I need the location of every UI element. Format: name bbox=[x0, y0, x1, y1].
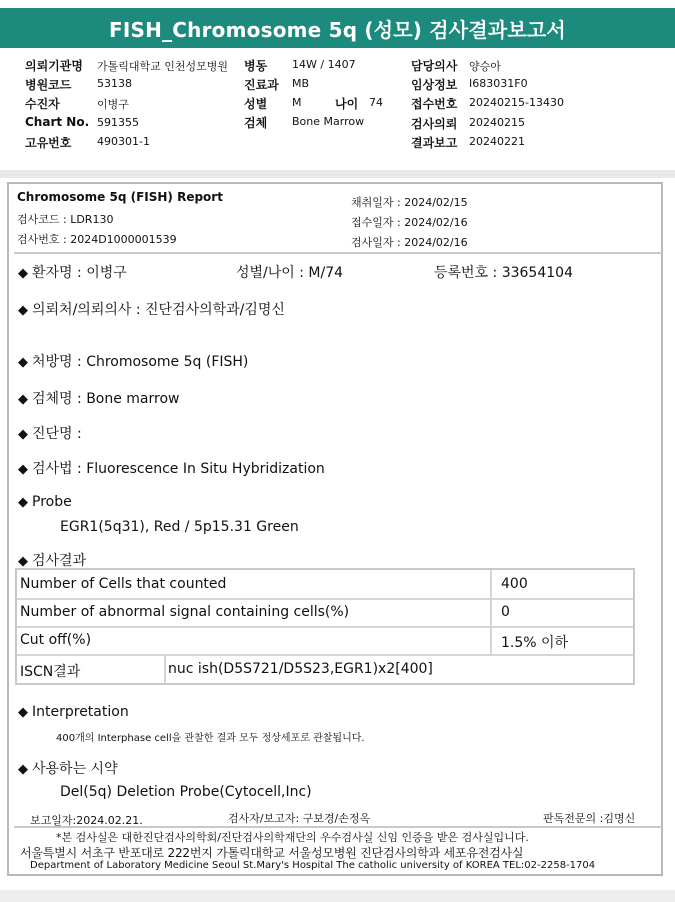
diagnosis-line bbox=[18, 423, 82, 443]
unique-no-value: 490301-1 bbox=[97, 135, 150, 148]
diamond-bullet-icon: ◆ bbox=[18, 462, 28, 477]
table-cell: ISCN결과 bbox=[20, 664, 81, 680]
department-label: 진료과 bbox=[244, 78, 279, 92]
probe-label-text: Probe bbox=[32, 494, 72, 510]
clinical-info-value: I683031F0 bbox=[469, 77, 528, 90]
ward-label: 병동 bbox=[244, 59, 268, 73]
diamond-bullet-icon: ◆ bbox=[18, 266, 28, 281]
table-cell: 0 bbox=[501, 604, 510, 620]
table-cell: 400 bbox=[501, 576, 528, 592]
table-cell: Number of abnormal signal containing cells(%) bbox=[20, 604, 350, 620]
result-label bbox=[18, 550, 86, 570]
table-cell: nuc ish(D5S721/D5S23,EGR1)x2[400] bbox=[168, 661, 433, 677]
sex-label: 성별 bbox=[244, 97, 268, 111]
table-col-divider bbox=[490, 570, 492, 654]
referral-line bbox=[18, 299, 285, 319]
table-cell: 1.5% 이하 bbox=[501, 635, 569, 651]
tester-line: 검사자/보고자: 구보경/손정옥 bbox=[228, 812, 371, 825]
result-report-label: 결과보고 bbox=[411, 136, 458, 150]
receipt-no-value: 20240215-13430 bbox=[469, 96, 564, 109]
requesting-institution-value: 가톨릭대학교 인천성모병원 bbox=[97, 60, 229, 73]
interpretation-label bbox=[18, 704, 129, 720]
diamond-bullet-icon: ◆ bbox=[18, 554, 28, 569]
table-row-divider bbox=[17, 654, 633, 656]
receipt-no-label: 접수번호 bbox=[411, 97, 458, 111]
table-cell: Cut off(%) bbox=[20, 632, 92, 648]
method-line bbox=[18, 458, 325, 478]
diamond-bullet-icon: ◆ bbox=[18, 762, 28, 777]
header-separator bbox=[0, 170, 675, 178]
report-heading: Chromosome 5q (FISH) Report bbox=[17, 190, 223, 204]
diamond-bullet-icon: ◆ bbox=[18, 392, 28, 407]
test-request-value: 20240215 bbox=[469, 116, 525, 129]
department-value: MB bbox=[292, 77, 310, 90]
requesting-institution-label: 의뢰기관명 bbox=[25, 59, 83, 73]
specialist-line: 판독전문의 :김명신 bbox=[543, 812, 636, 825]
diamond-bullet-icon: ◆ bbox=[18, 355, 28, 370]
test-code: 검사코드 : LDR130 bbox=[17, 213, 114, 226]
method-text: 검사법 : Fluorescence In Situ Hybridization bbox=[32, 461, 325, 477]
patient-label: 수진자 bbox=[25, 97, 60, 111]
certification-note: *본 검사실은 대한진단검사의학회/진단검사의학재단의 우수검사실 신임 인증을 받은 검사실입니다. bbox=[56, 831, 529, 844]
result-report-value: 20240221 bbox=[469, 135, 525, 148]
lab-address: 서울특별시 서초구 반포대로 222번지 가톨릭대학교 서울성모병원 진단검사의학과 세포유전검사실 bbox=[20, 846, 524, 860]
sex-value: M bbox=[292, 96, 302, 109]
report-divider bbox=[14, 252, 662, 254]
interpretation-text: 400개의 Interphase cell을 관찰한 결과 모두 정상세포로 관찰됩니다. bbox=[56, 733, 365, 744]
chart-no-label: Chart No. bbox=[25, 115, 90, 129]
header-info bbox=[0, 48, 675, 172]
table-row-divider bbox=[17, 626, 633, 628]
patient-line bbox=[18, 262, 127, 282]
interpretation-label-text: Interpretation bbox=[32, 704, 129, 720]
ward-value: 14W / 1407 bbox=[292, 58, 356, 71]
referral-text: 의뢰처/의뢰의사 : 진단검사의학과/김명신 bbox=[32, 302, 285, 318]
table-row-divider bbox=[17, 598, 633, 600]
diamond-bullet-icon: ◆ bbox=[18, 303, 28, 318]
chart-no-value: 591355 bbox=[97, 116, 139, 129]
specimen-label: 검체 bbox=[244, 116, 268, 130]
specimen-line bbox=[18, 388, 180, 408]
patient-value: 이병구 bbox=[97, 98, 129, 111]
diagnosis-text: 진단명 : bbox=[32, 426, 82, 442]
doctor-value: 양승아 bbox=[469, 60, 501, 73]
reagent-label bbox=[18, 758, 118, 778]
probe-label bbox=[18, 494, 72, 510]
result-label-text: 검사결과 bbox=[32, 553, 87, 569]
receipt-date: 접수일자 : 2024/02/16 bbox=[351, 216, 468, 229]
footer-bar bbox=[0, 890, 675, 902]
diamond-bullet-icon: ◆ bbox=[18, 427, 28, 442]
result-table bbox=[15, 568, 635, 685]
report-title: FISH_Chromosome 5q (성모) 검사결과보고서 bbox=[0, 8, 675, 48]
patient-line-text: 환자명 : 이병구 bbox=[32, 265, 127, 281]
registration-line: 등록번호 : 33654104 bbox=[434, 265, 573, 281]
test-request-label: 검사의뢰 bbox=[411, 117, 458, 131]
diamond-bullet-icon: ◆ bbox=[18, 705, 28, 720]
hospital-code-label: 병원코드 bbox=[25, 78, 72, 92]
specimen-value: Bone Marrow bbox=[292, 115, 365, 128]
doctor-label: 담당의사 bbox=[411, 59, 458, 73]
table-col-divider bbox=[164, 654, 166, 683]
test-date: 검사일자 : 2024/02/16 bbox=[351, 236, 468, 249]
diamond-bullet-icon: ◆ bbox=[18, 495, 28, 510]
prescription-line bbox=[18, 351, 248, 371]
report-date: 보고일자:2024.02.21. bbox=[30, 814, 143, 827]
hospital-code-value: 53138 bbox=[97, 77, 132, 90]
reagent-value: Del(5q) Deletion Probe(Cytocell,Inc) bbox=[60, 784, 312, 800]
unique-no-label: 고유번호 bbox=[25, 136, 72, 150]
probe-value: EGR1(5q31), Red / 5p15.31 Green bbox=[60, 519, 299, 535]
clinical-info-label: 임상정보 bbox=[411, 78, 458, 92]
table-cell: Number of Cells that counted bbox=[20, 576, 227, 592]
footer-divider bbox=[14, 826, 662, 828]
test-number: 검사번호 : 2024D1000001539 bbox=[17, 233, 177, 246]
sex-age-line: 성별/나이 : M/74 bbox=[236, 265, 344, 281]
age-value: 74 bbox=[369, 96, 383, 109]
prescription-text: 처방명 : Chromosome 5q (FISH) bbox=[32, 354, 249, 370]
age-label: 나이 bbox=[335, 97, 359, 111]
reagent-label-text: 사용하는 시약 bbox=[32, 761, 118, 777]
specimen-text: 검체명 : Bone marrow bbox=[32, 391, 180, 407]
department-english: Department of Laboratory Medicine Seoul St.Mary's Hospital The catholic university of KOREA TEL:02-2258-1704 bbox=[30, 860, 596, 871]
collect-date: 채취일자 : 2024/02/15 bbox=[351, 196, 468, 209]
